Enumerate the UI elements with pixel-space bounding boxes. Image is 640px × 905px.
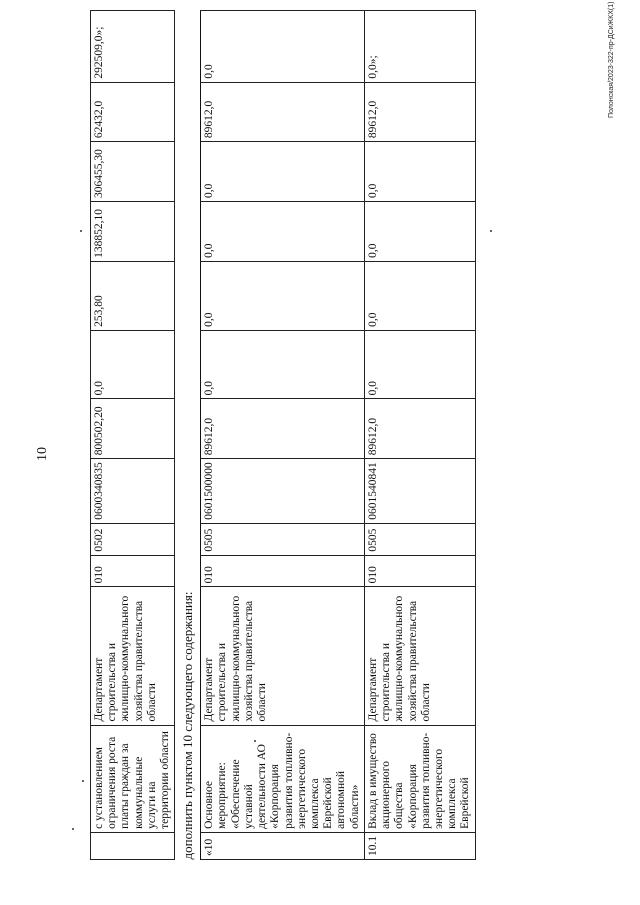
scan-speck xyxy=(80,230,82,232)
table-row xyxy=(201,11,365,860)
cell-value: 0,0 xyxy=(364,261,475,330)
table-row xyxy=(364,11,475,860)
cell-value: 0,0 xyxy=(201,261,365,330)
cell-value: 0,0 xyxy=(201,11,365,83)
cell-value: 89612,0 xyxy=(201,82,365,142)
cell-rzpr: 0505 xyxy=(201,523,365,555)
document-footer: Полонская/2023-322-пр-ДСиЖКХ(1) xyxy=(608,1,615,118)
cell-value: 0,0 xyxy=(201,202,365,262)
program-table xyxy=(90,10,476,860)
cell-name: Вклад в имущество акционерного общества «Корпорация развития топливно-энергетического комплекса Еврейской xyxy=(364,725,475,832)
cell-value: 253,80 xyxy=(91,261,175,330)
cell-value: 0,0 xyxy=(91,330,175,398)
page-number: 10 xyxy=(35,447,50,461)
cell-value: 0,0 xyxy=(364,202,475,262)
cell-value: 306455,30 xyxy=(91,142,175,202)
cell-value: 0,0 xyxy=(364,330,475,398)
cell-value: 62432,0 xyxy=(91,82,175,142)
cell-executor: Департамент строительства и жилищно-коммунального хозяйства правительства области xyxy=(201,587,365,725)
cell-num: 10.1 xyxy=(364,832,475,859)
cell-value: 0,0 xyxy=(201,142,365,202)
cell-value: 0,0 xyxy=(201,330,365,398)
table-row xyxy=(91,11,175,860)
cell-value: 0,0»; xyxy=(364,11,475,83)
cell-rzpr: 0502 xyxy=(91,523,175,555)
heading-row xyxy=(175,11,201,860)
section-heading: дополнить пунктом 10 следующего содержания: xyxy=(180,591,196,860)
scan-speck xyxy=(490,230,492,232)
cell-value: 138852,10 xyxy=(91,202,175,262)
cell-total: 89612,0 xyxy=(201,399,365,459)
cell-grbs: 010 xyxy=(364,555,475,587)
cell-csr: 0600340835 xyxy=(91,459,175,524)
cell-name: Основное мероприятие: «Обеспечение уставной деятельности АО «Корпорация развития топливно-энергетического комплекса Еврейской автономной области» xyxy=(201,725,365,832)
cell-csr: 0601500000 xyxy=(201,459,365,524)
cell-rzpr: 0505 xyxy=(364,523,475,555)
cell-value: 0,0 xyxy=(364,142,475,202)
cell-executor: Департамент строительства и жилищно-коммунального хозяйства правительства области xyxy=(91,587,175,725)
cell-grbs: 010 xyxy=(201,555,365,587)
cell-csr: 0601540841 xyxy=(364,459,475,524)
scan-speck xyxy=(82,780,84,782)
cell-grbs: 010 xyxy=(91,555,175,587)
scan-speck xyxy=(254,740,256,742)
scan-speck xyxy=(72,828,74,830)
cell-value: 292509,0»; xyxy=(91,11,175,83)
cell-num xyxy=(91,832,175,859)
cell-total: 800502,20 xyxy=(91,399,175,459)
cell-total: 89612,0 xyxy=(364,399,475,459)
cell-value: 89612,0 xyxy=(364,82,475,142)
cell-num: «10 xyxy=(201,832,365,859)
cell-name: с установлением ограничения роста платы граждан за коммунальные услуги на территории области xyxy=(91,725,175,832)
rotated-page-content xyxy=(90,10,580,860)
cell-executor: Департамент строительства и жилищно-коммунального хозяйства правительства области xyxy=(364,587,475,725)
